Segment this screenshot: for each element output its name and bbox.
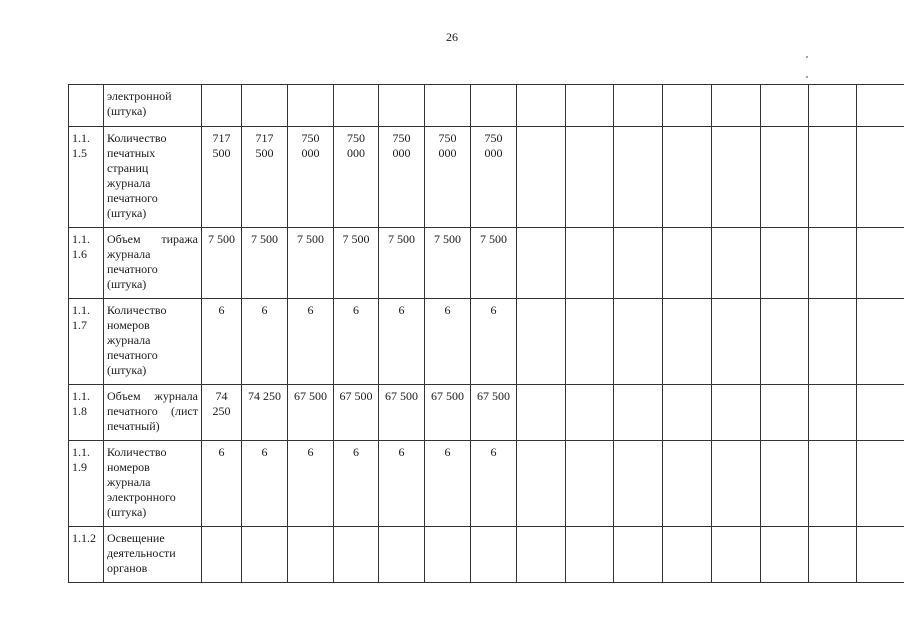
empty-cell bbox=[663, 85, 712, 127]
empty-cell bbox=[566, 127, 614, 228]
empty-cell bbox=[712, 385, 761, 441]
table-row bbox=[69, 441, 904, 527]
value-cell: 6 bbox=[471, 299, 517, 385]
indicator-name-cell: электронной (штука) bbox=[104, 85, 202, 127]
empty-cell bbox=[857, 228, 904, 299]
empty-cell bbox=[614, 299, 663, 385]
value-cell: 717 500 bbox=[202, 127, 242, 228]
table-row bbox=[69, 385, 904, 441]
empty-cell bbox=[712, 299, 761, 385]
value-cell: 7 500 bbox=[242, 228, 288, 299]
empty-cell bbox=[566, 228, 614, 299]
empty-cell bbox=[517, 228, 566, 299]
value-cell: 6 bbox=[379, 441, 425, 527]
value-cell bbox=[471, 527, 517, 583]
empty-cell bbox=[614, 527, 663, 583]
value-cell: 6 bbox=[288, 441, 334, 527]
table-row bbox=[69, 85, 904, 127]
empty-cell bbox=[712, 127, 761, 228]
empty-cell bbox=[857, 385, 904, 441]
scan-speck bbox=[806, 76, 808, 78]
value-cell: 6 bbox=[202, 441, 242, 527]
value-cell bbox=[379, 527, 425, 583]
empty-cell bbox=[663, 299, 712, 385]
empty-cell bbox=[566, 527, 614, 583]
value-cell bbox=[471, 85, 517, 127]
empty-cell bbox=[761, 299, 809, 385]
value-cell: 6 bbox=[334, 441, 379, 527]
value-cell: 67 500 bbox=[288, 385, 334, 441]
empty-cell bbox=[712, 441, 761, 527]
value-cell: 7 500 bbox=[379, 228, 425, 299]
value-cell: 7 500 bbox=[288, 228, 334, 299]
value-cell bbox=[425, 85, 471, 127]
indicator-name-cell: Количество номеров журнала электронного (штука) bbox=[104, 441, 202, 527]
row-number-cell: 1.1.2 bbox=[69, 527, 104, 583]
row-number-cell: 1.1. 1.7 bbox=[69, 299, 104, 385]
empty-cell bbox=[761, 228, 809, 299]
value-cell bbox=[425, 527, 471, 583]
empty-cell bbox=[614, 441, 663, 527]
indicator-name-cell: Освещение деятельности органов bbox=[104, 527, 202, 583]
table-row bbox=[69, 228, 904, 299]
value-cell: 750 000 bbox=[379, 127, 425, 228]
value-cell bbox=[242, 85, 288, 127]
value-cell: 6 bbox=[425, 299, 471, 385]
empty-cell bbox=[614, 127, 663, 228]
value-cell: 750 000 bbox=[288, 127, 334, 228]
indicator-name-cell: Количество печатных страниц журнала печатного (штука) bbox=[104, 127, 202, 228]
empty-cell bbox=[857, 527, 904, 583]
empty-cell bbox=[663, 228, 712, 299]
empty-cell bbox=[809, 85, 857, 127]
empty-cell bbox=[517, 85, 566, 127]
empty-cell bbox=[761, 527, 809, 583]
empty-cell bbox=[614, 228, 663, 299]
value-cell: 74 250 bbox=[202, 385, 242, 441]
row-number-cell: 1.1. 1.9 bbox=[69, 441, 104, 527]
empty-cell bbox=[809, 385, 857, 441]
value-cell bbox=[288, 85, 334, 127]
value-cell: 6 bbox=[202, 299, 242, 385]
empty-cell bbox=[857, 85, 904, 127]
page-number: 26 bbox=[446, 30, 458, 44]
indicator-name-cell: Объем журнала печатного (лист печатный) bbox=[104, 385, 202, 441]
empty-cell bbox=[517, 527, 566, 583]
value-cell: 67 500 bbox=[379, 385, 425, 441]
empty-cell bbox=[712, 527, 761, 583]
value-cell bbox=[379, 85, 425, 127]
empty-cell bbox=[663, 385, 712, 441]
value-cell: 6 bbox=[471, 441, 517, 527]
row-number-cell: 1.1. 1.8 bbox=[69, 385, 104, 441]
empty-cell bbox=[809, 228, 857, 299]
row-number-cell: 1.1. 1.5 bbox=[69, 127, 104, 228]
empty-cell bbox=[566, 441, 614, 527]
scan-speck bbox=[806, 56, 808, 58]
indicator-name-cell: Объем тиража журнала печатного (штука) bbox=[104, 228, 202, 299]
value-cell: 7 500 bbox=[202, 228, 242, 299]
value-cell: 6 bbox=[242, 299, 288, 385]
empty-cell bbox=[761, 85, 809, 127]
empty-cell bbox=[809, 441, 857, 527]
table-row bbox=[69, 127, 904, 228]
value-cell: 7 500 bbox=[334, 228, 379, 299]
indicator-name-cell: Количество номеров журнала печатного (штука) bbox=[104, 299, 202, 385]
value-cell: 67 500 bbox=[471, 385, 517, 441]
empty-cell bbox=[566, 299, 614, 385]
value-cell: 750 000 bbox=[425, 127, 471, 228]
value-cell: 67 500 bbox=[334, 385, 379, 441]
empty-cell bbox=[517, 441, 566, 527]
value-cell: 750 000 bbox=[471, 127, 517, 228]
empty-cell bbox=[614, 385, 663, 441]
table-row bbox=[69, 527, 904, 583]
empty-cell bbox=[517, 127, 566, 228]
value-cell bbox=[242, 527, 288, 583]
empty-cell bbox=[517, 385, 566, 441]
empty-cell bbox=[761, 385, 809, 441]
value-cell: 74 250 bbox=[242, 385, 288, 441]
empty-cell bbox=[809, 527, 857, 583]
empty-cell bbox=[663, 527, 712, 583]
value-cell bbox=[202, 85, 242, 127]
empty-cell bbox=[857, 299, 904, 385]
empty-cell bbox=[712, 85, 761, 127]
empty-cell bbox=[809, 299, 857, 385]
empty-cell bbox=[614, 85, 663, 127]
value-cell: 7 500 bbox=[471, 228, 517, 299]
data-table bbox=[68, 84, 904, 583]
value-cell: 7 500 bbox=[425, 228, 471, 299]
empty-cell bbox=[517, 299, 566, 385]
table-row bbox=[69, 299, 904, 385]
empty-cell bbox=[857, 127, 904, 228]
empty-cell bbox=[809, 127, 857, 228]
empty-cell bbox=[761, 441, 809, 527]
value-cell: 6 bbox=[379, 299, 425, 385]
row-number-cell bbox=[69, 85, 104, 127]
value-cell: 750 000 bbox=[334, 127, 379, 228]
empty-cell bbox=[712, 228, 761, 299]
empty-cell bbox=[566, 385, 614, 441]
empty-cell bbox=[663, 127, 712, 228]
value-cell: 6 bbox=[288, 299, 334, 385]
value-cell: 67 500 bbox=[425, 385, 471, 441]
row-number-cell: 1.1. 1.6 bbox=[69, 228, 104, 299]
empty-cell bbox=[857, 441, 904, 527]
value-cell bbox=[334, 527, 379, 583]
value-cell: 717 500 bbox=[242, 127, 288, 228]
value-cell: 6 bbox=[242, 441, 288, 527]
value-cell bbox=[334, 85, 379, 127]
empty-cell bbox=[761, 127, 809, 228]
value-cell bbox=[202, 527, 242, 583]
value-cell: 6 bbox=[425, 441, 471, 527]
value-cell: 6 bbox=[334, 299, 379, 385]
empty-cell bbox=[663, 441, 712, 527]
empty-cell bbox=[566, 85, 614, 127]
value-cell bbox=[288, 527, 334, 583]
